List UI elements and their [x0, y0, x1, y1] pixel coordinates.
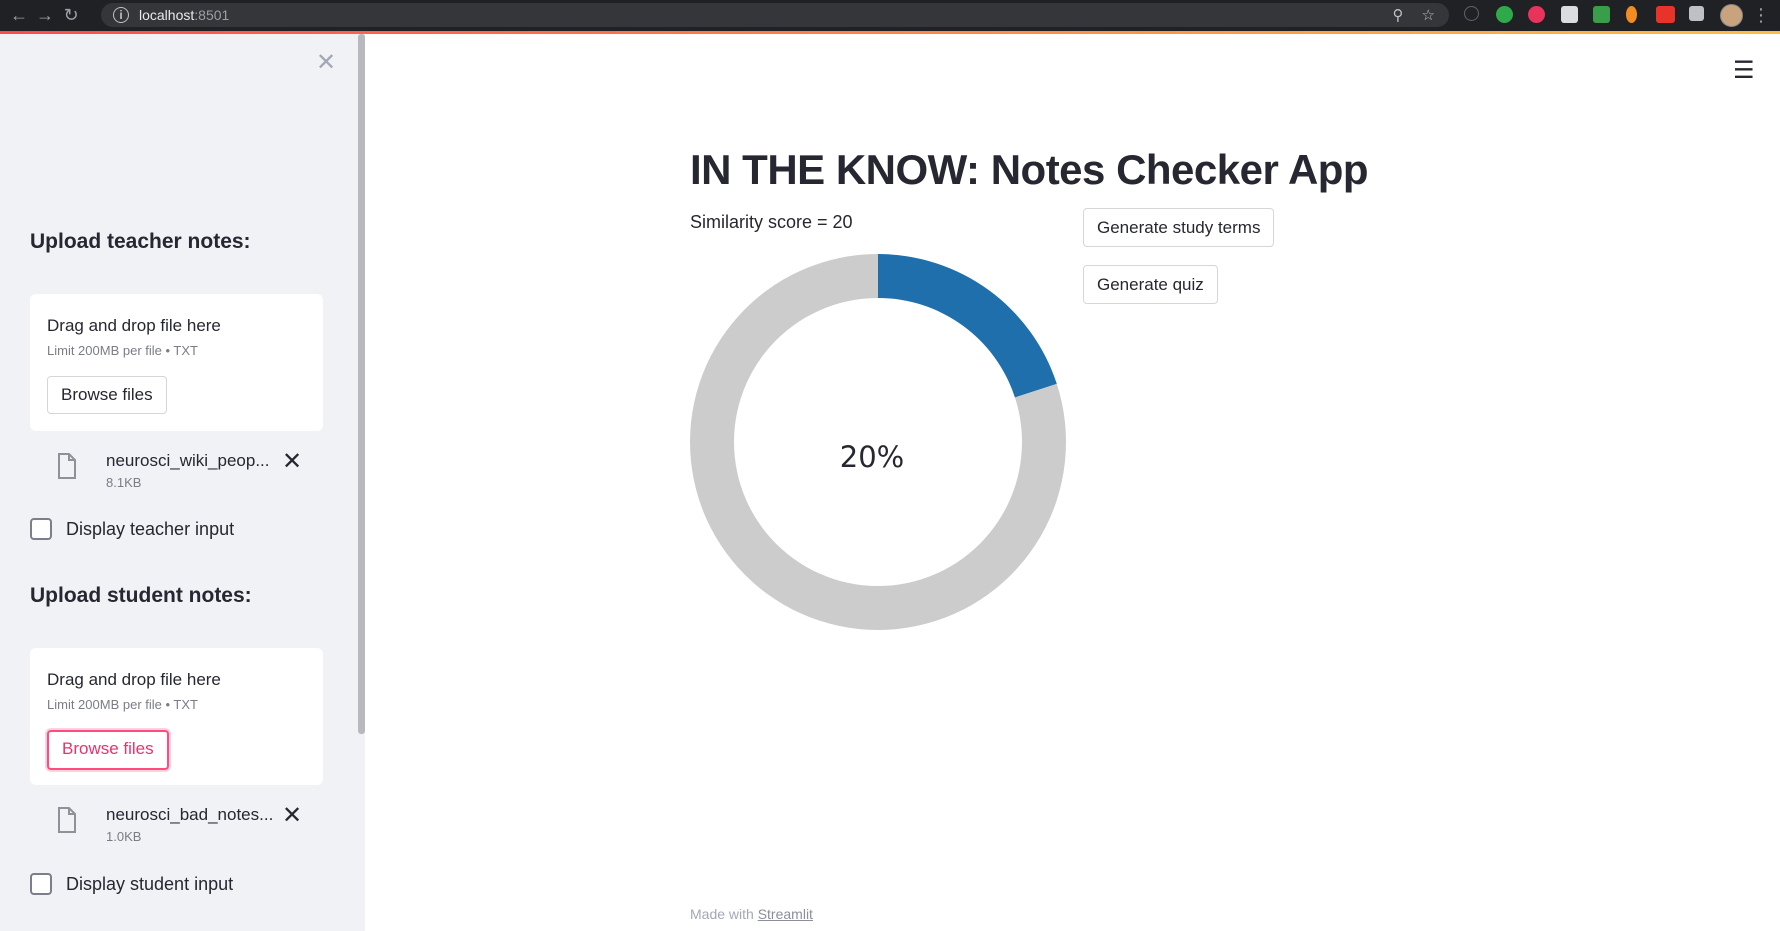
dropzone-limit: Limit 200MB per file • TXT	[47, 343, 198, 358]
remove-student-file-icon[interactable]: ✕	[282, 802, 303, 829]
teacher-input-toggle[interactable]	[30, 518, 234, 540]
file-icon	[57, 807, 77, 833]
back-arrow-icon[interactable]: ←	[10, 5, 28, 25]
forward-arrow-icon[interactable]: →	[36, 5, 54, 25]
address-url: localhost:8501	[139, 7, 230, 23]
student-file-name: neurosci_bad_notes...	[106, 805, 274, 824]
donut-center-label: 20%	[839, 440, 905, 474]
hamburger-menu-icon[interactable]: ☰	[1733, 57, 1755, 84]
footer-prefix: Made with	[690, 906, 758, 922]
teacher-file-size: 8.1KB	[106, 475, 142, 490]
similarity-donut-chart	[690, 254, 1066, 630]
similarity-score: Similarity score = 20	[690, 212, 853, 232]
generate-quiz-button[interactable]: Generate quiz	[1083, 265, 1218, 304]
similar-slice	[878, 254, 1057, 398]
student-browse-button[interactable]: Browse files	[47, 730, 169, 770]
extension-red-circle-icon[interactable]	[1528, 6, 1545, 23]
sidebar	[0, 34, 365, 931]
generate-study-terms-button[interactable]: Generate study terms	[1083, 208, 1274, 247]
zoom-icon[interactable]: ⚲	[1392, 7, 1404, 24]
close-sidebar-icon[interactable]: ✕	[316, 49, 337, 76]
sidebar-scrollbar[interactable]	[358, 34, 365, 734]
site-info-icon[interactable]: i	[113, 7, 129, 23]
extension-info-icon[interactable]	[1464, 6, 1479, 21]
dropzone-title: Drag and drop file here	[47, 316, 221, 335]
extension-document-icon[interactable]	[1561, 6, 1578, 23]
student-file-item	[30, 795, 323, 853]
reload-icon[interactable]: ↻	[63, 5, 79, 25]
address-bar[interactable]	[101, 3, 1449, 27]
teacher-browse-button[interactable]: Browse files	[47, 376, 167, 414]
file-icon	[57, 453, 77, 479]
teacher-file-item	[30, 441, 323, 499]
page-title: IN THE KNOW: Notes Checker App	[690, 146, 1369, 193]
extension-tp-icon[interactable]	[1656, 6, 1675, 23]
bookmark-star-icon[interactable]: ☆	[1421, 7, 1435, 24]
teacher-checkbox-label: Display teacher input	[66, 518, 235, 539]
footer	[690, 906, 813, 922]
browser-menu-icon[interactable]: ⋮	[1752, 5, 1770, 25]
teacher-dropzone[interactable]	[30, 294, 323, 431]
extension-orange-icon[interactable]	[1626, 6, 1637, 23]
student-input-toggle[interactable]	[30, 873, 233, 895]
extension-evernote-icon[interactable]	[1496, 6, 1513, 23]
extensions-puzzle-icon[interactable]	[1689, 6, 1704, 21]
student-checkbox-label: Display student input	[66, 873, 234, 894]
remove-teacher-file-icon[interactable]: ✕	[282, 448, 303, 475]
extension-green-icon[interactable]	[1593, 6, 1610, 23]
teacher-file-name: neurosci_wiki_peop...	[106, 451, 270, 470]
dropzone-limit: Limit 200MB per file • TXT	[47, 697, 198, 712]
student-checkbox[interactable]	[30, 873, 52, 895]
dropzone-title: Drag and drop file here	[47, 670, 221, 689]
student-notes-title: Upload student notes:	[30, 584, 252, 607]
teacher-checkbox[interactable]	[30, 518, 52, 540]
student-dropzone[interactable]	[30, 648, 323, 785]
teacher-notes-title: Upload teacher notes:	[30, 230, 251, 253]
profile-avatar[interactable]	[1720, 4, 1743, 27]
streamlit-link[interactable]: Streamlit	[757, 906, 813, 922]
browser-toolbar	[0, 0, 1780, 31]
student-file-size: 1.0KB	[106, 829, 142, 844]
